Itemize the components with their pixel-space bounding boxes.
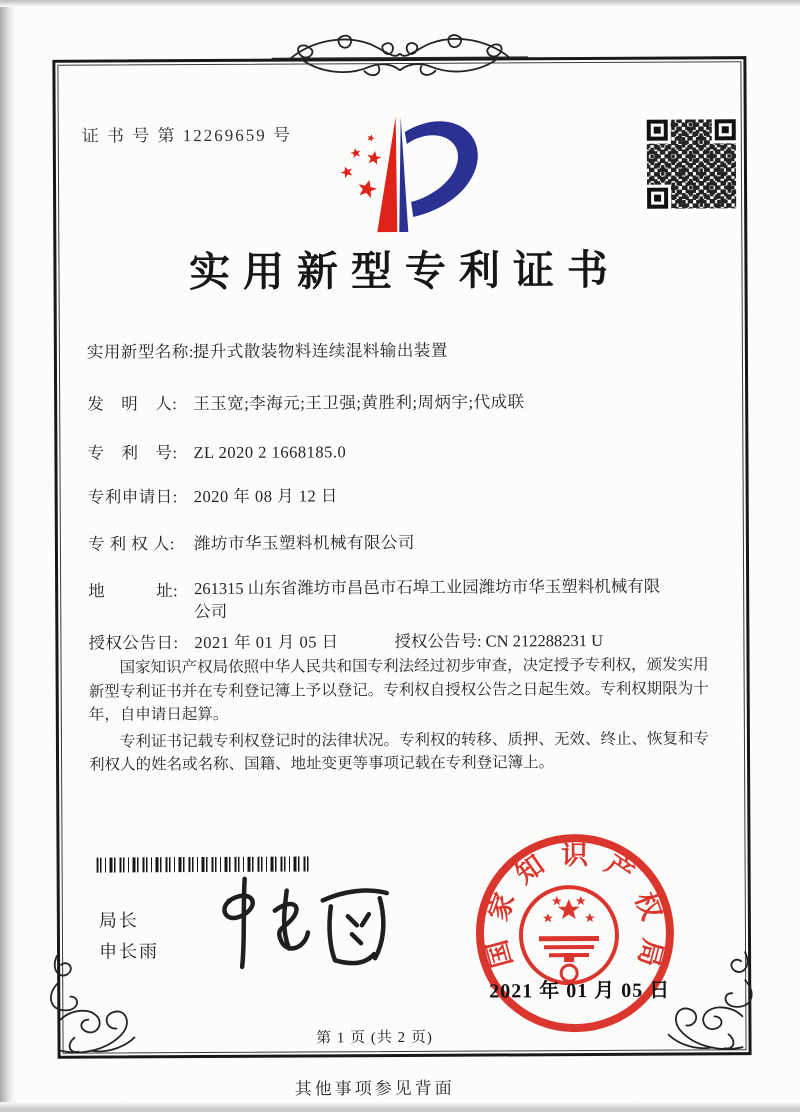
commissioner-name: 申长雨 <box>98 941 160 962</box>
official-seal-icon <box>473 832 676 1035</box>
seal-char: 局 <box>632 936 669 970</box>
certificate-title: 实用新型专利证书 <box>188 246 622 296</box>
qr-finder-top-left <box>647 120 668 141</box>
field-label: 授权公告日: <box>88 633 179 653</box>
seal-date: 2021 年 01 月 05 日 <box>489 979 671 1003</box>
field-patentee <box>88 529 415 555</box>
field-value: 2021 年 01 月 05 日 <box>194 632 339 653</box>
field-patent-number <box>87 438 346 463</box>
field-filing-date <box>88 482 338 507</box>
seal-char: 知 <box>510 849 550 890</box>
signature-icon <box>217 868 408 974</box>
back-side-note: 其他事项参见背面 <box>294 1078 455 1099</box>
field-grant-row <box>88 628 604 653</box>
national-emblem-icon <box>521 887 618 984</box>
field-utility-model-name <box>87 337 448 363</box>
field-value: 261315 山东省潍坊市昌邑市石埠工业园潍坊市华玉塑料机械有限公司 <box>194 576 661 622</box>
seal-char: 产 <box>599 848 640 889</box>
field-value: CN 212288231 U <box>485 630 604 651</box>
legal-paragraph-2: 专利证书记载专利权登记时的法律状况。专利权的转移、质押、无效、终止、恢复和专利权人的姓名或名称、国籍、地址变更等事项记载在专利登记簿上。 <box>89 730 709 775</box>
legal-paragraph-1: 国家知识产权局依照中华人民共和国专利法经过初步审查，决定授予专利权，颁发实用新型专利证书并在专利登记簿上予以登记。专利权自授权公告之日起生效。专利权期限为十年，自申请日起算。 <box>88 656 709 724</box>
field-label: 实用新型名称: <box>86 342 195 362</box>
field-label: 专 利 号: <box>87 443 178 463</box>
seal-char: 权 <box>629 888 667 924</box>
field-value: ZL 2020 2 1668185.0 <box>193 442 347 463</box>
field-value: 潍坊市华玉塑料机械有限公司 <box>193 532 415 554</box>
field-value: 2020 年 08 月 12 日 <box>193 486 338 507</box>
page-number: 第 1 页 (共 2 页) <box>316 1029 433 1047</box>
field-address <box>88 575 662 624</box>
cnipa-logo-icon <box>333 111 509 238</box>
legal-text-block <box>89 653 720 777</box>
seal-char: 识 <box>560 840 589 871</box>
field-label: 发 明 人: <box>87 394 178 414</box>
qr-code-icon <box>643 115 741 213</box>
field-value: 王玉宽;李海元;王卫强;黄胜利;周炳宇;代成联 <box>193 392 525 414</box>
seal-char: 家 <box>482 889 521 925</box>
certificate-number: 证 书 号 第 12269659 号 <box>81 125 293 146</box>
field-value: 提升式散装物料连续混料输出装置 <box>192 340 448 362</box>
field-label: 授权公告号: <box>394 631 482 652</box>
field-label: 地 址: <box>88 581 179 601</box>
field-label: 专利申请日: <box>87 487 178 507</box>
field-grant-number <box>394 627 603 652</box>
qr-finder-top-right <box>715 119 736 140</box>
field-label: 专 利 权 人: <box>87 534 175 554</box>
field-inventors <box>87 388 525 414</box>
seal-char: 国 <box>481 936 518 971</box>
qr-finder-bottom-left <box>647 188 668 209</box>
commissioner-title: 局长 <box>98 910 139 931</box>
top-flourish-ornament <box>272 23 527 94</box>
